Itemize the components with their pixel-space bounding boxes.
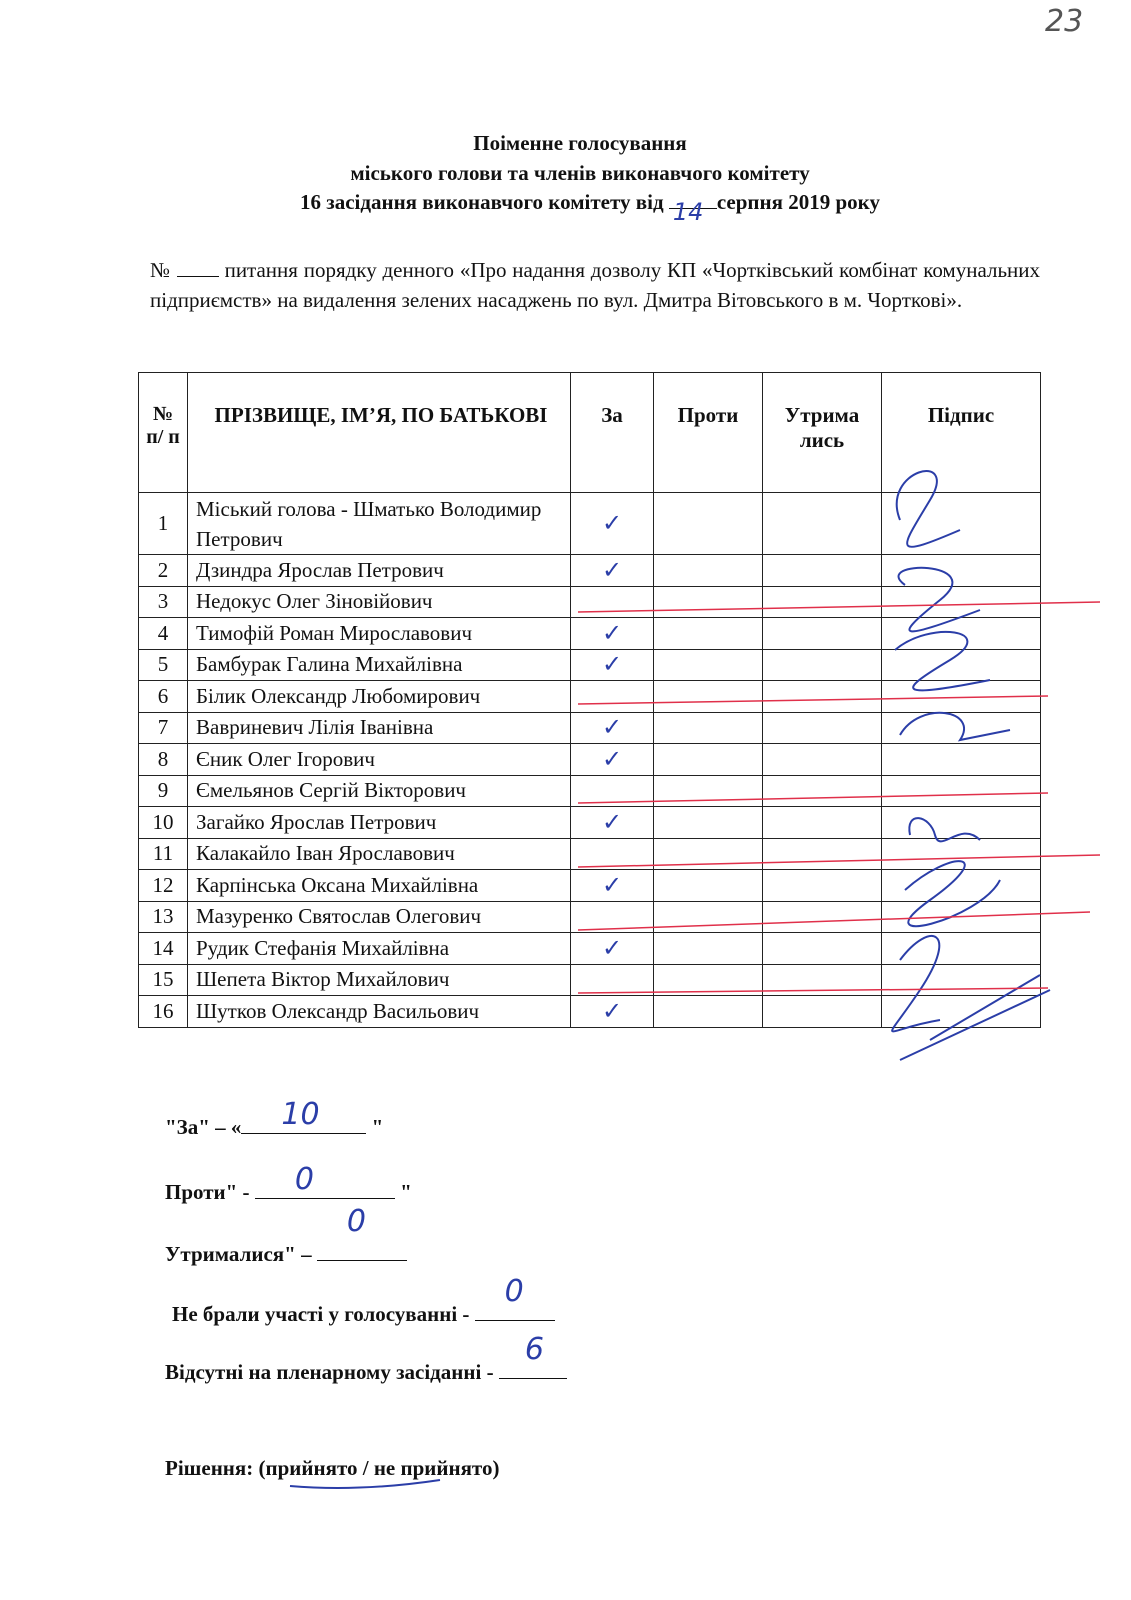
row-num-cell: 12 [139,870,188,902]
row-num-cell: 14 [139,933,188,965]
row-name-cell: Дзиндра Ярослав Петрович [188,555,571,587]
row-num-cell: 16 [139,996,188,1028]
summary-utr-blank [317,1204,407,1261]
row-num-cell: 11 [139,838,188,870]
row-utrymalys-cell [763,775,882,807]
table-row [139,964,1041,996]
table-row [139,901,1041,933]
row-za-cell: ✓ [571,618,654,650]
row-za-cell: ✓ [571,493,654,555]
row-proty-cell [654,933,763,965]
row-proty-cell [654,901,763,933]
row-signature-cell [882,618,1041,650]
table-row [139,555,1041,587]
row-num-cell: 13 [139,901,188,933]
row-za-cell: ✓ [571,870,654,902]
table-row [139,681,1041,713]
row-za-cell [571,901,654,933]
meeting-line-after: серпня 2019 року [716,190,880,214]
agenda-prefix: № [150,258,171,282]
row-za-cell: ✓ [571,996,654,1028]
row-name-cell: Шутков Олександр Васильович [188,996,571,1028]
row-proty-cell [654,775,763,807]
table-row [139,870,1041,902]
summary-nebraly-label: Не брали участі у голосуванні - [172,1302,470,1326]
row-num-cell: 3 [139,586,188,618]
summary-vidsutni-blank [499,1332,567,1379]
decision-underline [290,1480,440,1488]
row-proty-cell [654,586,763,618]
table-row [139,807,1041,839]
decision-label: Рішення: [165,1456,254,1480]
row-utrymalys-cell [763,807,882,839]
summary-proty-label: Проти" - [165,1180,250,1204]
row-num-cell: 8 [139,744,188,776]
table-row [139,744,1041,776]
table-row [139,649,1041,681]
summary-za-blank [241,1097,366,1134]
row-utrymalys-cell [763,649,882,681]
summary-utrymalys [165,1204,407,1267]
row-utrymalys-cell [763,744,882,776]
row-name-cell: Вавриневич Лілія Іванівна [188,712,571,744]
table-row [139,775,1041,807]
row-name-cell: Тимофій Роман Мирославович [188,618,571,650]
row-za-cell: ✓ [571,712,654,744]
row-proty-cell [654,838,763,870]
row-signature-cell [882,901,1041,933]
row-utrymalys-cell [763,555,882,587]
summary-utr-value: 0 [346,1204,366,1239]
row-signature-cell [882,933,1041,965]
row-num-cell: 15 [139,964,188,996]
row-proty-cell [654,964,763,996]
row-num-cell: 1 [139,493,188,555]
meeting-line [150,190,1030,226]
row-name-cell: Карпінська Оксана Михайлівна [188,870,571,902]
decision-value: (прийнято / не прийнято) [258,1456,500,1480]
row-za-cell [571,775,654,807]
row-utrymalys-cell [763,901,882,933]
summary-proty-close: " [400,1180,412,1204]
col-num-header: № п/ п [139,373,188,493]
row-signature-cell [882,870,1041,902]
row-name-cell: Калакайло Іван Ярославович [188,838,571,870]
row-signature-cell [882,493,1041,555]
row-proty-cell [654,618,763,650]
summary-proty [165,1162,412,1205]
row-num-cell: 2 [139,555,188,587]
row-proty-cell [654,493,763,555]
row-signature-cell [882,964,1041,996]
row-za-cell [571,838,654,870]
row-utrymalys-cell [763,618,882,650]
row-signature-cell [882,555,1041,587]
table-row [139,996,1041,1028]
row-signature-cell [882,712,1041,744]
row-num-cell: 9 [139,775,188,807]
row-za-cell: ✓ [571,649,654,681]
summary-utr-label: Утрималися" – [165,1242,312,1266]
meeting-line-before: 16 засідання виконавчого комітету від [300,190,664,214]
row-utrymalys-cell [763,493,882,555]
row-utrymalys-cell [763,870,882,902]
row-za-cell [571,681,654,713]
summary-za-close: " [371,1115,384,1139]
vote-table [138,372,1041,1028]
agenda-number-blank [177,276,219,277]
summary-proty-value: 0 [294,1162,314,1197]
summary-nebraly-value: 0 [504,1274,524,1309]
row-name-cell: Бамбурак Галина Михайлівна [188,649,571,681]
row-name-cell: Ємельянов Сергій Вікторович [188,775,571,807]
row-name-cell: Єник Олег Ігорович [188,744,571,776]
col-pidpys-header: Підпис [882,373,1041,493]
row-utrymalys-cell [763,712,882,744]
row-za-cell: ✓ [571,555,654,587]
doc-subtitle: міського голови та членів виконавчого комітету [350,161,810,185]
row-name-cell: Недокус Олег Зіновійович [188,586,571,618]
row-signature-cell [882,807,1041,839]
date-handwritten: 14 [672,198,704,226]
row-num-cell: 10 [139,807,188,839]
date-blank [669,198,717,226]
col-za-header: За [571,373,654,493]
row-proty-cell [654,996,763,1028]
row-name-cell: Міський голова - Шматько Володимир Петрович [188,493,571,555]
row-num-cell: 4 [139,618,188,650]
agenda-item [150,255,1040,315]
summary-proty-blank [255,1162,395,1199]
row-name-cell: Білик Олександр Любомирович [188,681,571,713]
table-row [139,838,1041,870]
row-utrymalys-cell [763,996,882,1028]
row-signature-cell [882,744,1041,776]
row-proty-cell [654,712,763,744]
row-name-cell: Мазуренко Святослав Олегович [188,901,571,933]
row-za-cell [571,964,654,996]
summary-vidsutni-label: Відсутні на пленарному засіданні - [165,1360,494,1384]
row-name-cell: Шепета Віктор Михайлович [188,964,571,996]
page-number: 23 [1045,4,1084,39]
row-za-cell [571,586,654,618]
table-row [139,493,1041,555]
summary-decision [165,1456,499,1481]
table-row [139,933,1041,965]
col-utrymalys-header: Утрима лись [763,373,882,493]
summary-za [165,1097,384,1140]
row-name-cell: Рудик Стефанія Михайлівна [188,933,571,965]
row-proty-cell [654,807,763,839]
row-utrymalys-cell [763,586,882,618]
row-signature-cell [882,996,1041,1028]
summary-vidsutni-value: 6 [524,1332,544,1367]
summary-vidsutni [165,1332,567,1385]
summary-za-label: "За" – « [165,1115,242,1139]
summary-nebraly-blank [475,1274,555,1321]
row-signature-cell [882,649,1041,681]
col-proty-header: Проти [654,373,763,493]
vote-table-body [139,493,1041,1028]
row-signature-cell [882,586,1041,618]
row-za-cell: ✓ [571,807,654,839]
row-signature-cell [882,838,1041,870]
row-za-cell: ✓ [571,744,654,776]
row-proty-cell [654,870,763,902]
row-utrymalys-cell [763,933,882,965]
row-proty-cell [654,681,763,713]
row-za-cell: ✓ [571,933,654,965]
table-row [139,586,1041,618]
doc-title: Поіменне голосування [473,131,687,155]
row-proty-cell [654,744,763,776]
summary-za-value: 10 [281,1097,320,1132]
row-utrymalys-cell [763,681,882,713]
row-num-cell: 5 [139,649,188,681]
table-row [139,712,1041,744]
summary-nebraly [172,1274,555,1327]
agenda-text: питання порядку денного «Про надання дозволу КП «Чортківський комбінат комунальних підприємств» на видалення зелених насаджень по вул. Дмитра Вітовського в м. Чорткові». [150,258,1040,312]
row-proty-cell [654,555,763,587]
row-signature-cell [882,775,1041,807]
row-utrymalys-cell [763,964,882,996]
row-signature-cell [882,681,1041,713]
row-proty-cell [654,649,763,681]
row-num-cell: 6 [139,681,188,713]
table-row [139,618,1041,650]
row-name-cell: Загайко Ярослав Петрович [188,807,571,839]
col-name-header: ПРІЗВИЩЕ, ІМ’Я, ПО БАТЬКОВІ [188,373,571,493]
row-num-cell: 7 [139,712,188,744]
row-utrymalys-cell [763,838,882,870]
